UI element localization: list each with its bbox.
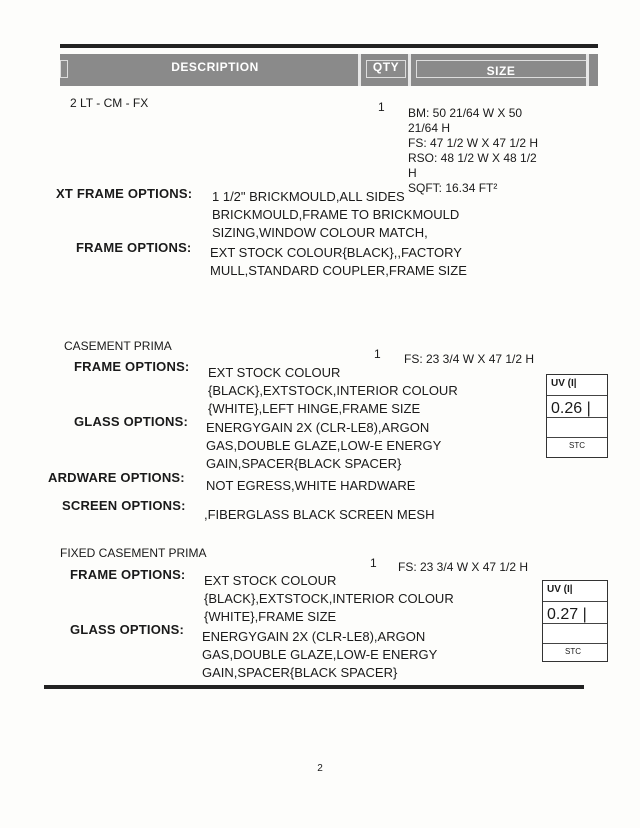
- uv-row-rule: [547, 437, 607, 438]
- uv-value: 0.27 |: [547, 606, 587, 623]
- uv-value: 0.26 |: [551, 400, 591, 417]
- header-description: DESCRIPTION: [171, 60, 259, 74]
- uv-row-rule: [547, 395, 607, 396]
- header-left-box: [60, 60, 68, 78]
- header-top-rule: [60, 44, 598, 48]
- unit1-size-line: FS: 47 1/2 W X 47 1/2 H: [408, 136, 539, 150]
- uv-footer: STC: [569, 441, 585, 450]
- unit2-screen-label: SCREEN OPTIONS:: [62, 498, 186, 513]
- unit1-ext-frame-value: 1 1/2" BRICKMOULD,ALL SIDES BRICKMOULD,FRAME TO BRICKMOULD SIZING,WINDOW COLOUR MATCH,: [212, 189, 460, 240]
- unit2-name: CASEMENT PRIMA: [64, 339, 172, 353]
- unit3-uv-table: [542, 580, 608, 662]
- unit2-qty: 1: [374, 347, 381, 361]
- bottom-rule: [44, 685, 584, 689]
- uv-header: UV (I|: [547, 584, 573, 595]
- uv-row-rule: [543, 643, 607, 644]
- unit1-code: 2 LT - CM - FX: [70, 96, 149, 110]
- unit1-frame-value: EXT STOCK COLOUR{BLACK},,FACTORY MULL,STANDARD COUPLER,FRAME SIZE: [210, 245, 467, 278]
- header-separator: [586, 54, 589, 86]
- unit2-screen-value: ,FIBERGLASS BLACK SCREEN MESH: [204, 507, 435, 522]
- page-number: 2: [317, 763, 323, 774]
- unit1-size-line: SQFT: 16.34 FT²: [408, 181, 498, 195]
- unit2-glass-value: ENERGYGAIN 2X (CLR-LE8),ARGON GAS,DOUBLE GLAZE,LOW-E ENERGY GAIN,SPACER{BLACK SPACER}: [206, 420, 442, 471]
- header-qty: QTY: [372, 60, 400, 74]
- uv-row-rule: [543, 623, 607, 624]
- unit1-size-line: H: [408, 166, 417, 180]
- header-size: SIZE: [486, 64, 516, 78]
- unit1-size: [408, 106, 538, 196]
- unit3-qty: 1: [370, 556, 377, 570]
- unit3-glass-value: ENERGYGAIN 2X (CLR-LE8),ARGON GAS,DOUBLE GLAZE,LOW-E ENERGY GAIN,SPACER{BLACK SPACER}: [202, 629, 438, 680]
- uv-footer: STC: [565, 647, 581, 656]
- unit3-frame-label: FRAME OPTIONS:: [70, 567, 186, 582]
- unit3-frame-value: EXT STOCK COLOUR {BLACK},EXTSTOCK,INTERIOR COLOUR {WHITE},FRAME SIZE: [204, 573, 454, 624]
- unit2-frame-label: FRAME OPTIONS:: [74, 359, 190, 374]
- unit1-size-line: RSO: 48 1/2 W X 48 1/2: [408, 151, 537, 165]
- uv-row-rule: [543, 601, 607, 602]
- unit1-size-line: 21/64 H: [408, 121, 451, 135]
- header-separator: [358, 54, 361, 86]
- uv-row-rule: [547, 417, 607, 418]
- unit1-qty: 1: [378, 100, 385, 114]
- unit3-size: FS: 23 3/4 W X 47 1/2 H: [398, 560, 529, 574]
- header-separator: [408, 54, 411, 86]
- unit2-size: FS: 23 3/4 W X 47 1/2 H: [404, 352, 535, 366]
- unit3-glass-label: GLASS OPTIONS:: [70, 622, 185, 637]
- table-header: [60, 54, 598, 86]
- unit1-size-line: BM: 50 21/64 W X 50: [408, 106, 523, 120]
- unit1-ext-frame-label: XT FRAME OPTIONS:: [56, 186, 193, 201]
- unit2-frame-value: EXT STOCK COLOUR {BLACK},EXTSTOCK,INTERIOR COLOUR {WHITE},LEFT HINGE,FRAME SIZE: [208, 365, 458, 416]
- unit2-uv-table: [546, 374, 608, 458]
- uv-header: UV (I|: [551, 378, 577, 389]
- unit2-hardware-label: ARDWARE OPTIONS:: [48, 470, 185, 485]
- unit1-frame-label: FRAME OPTIONS:: [76, 240, 192, 255]
- unit2-glass-label: GLASS OPTIONS:: [74, 414, 189, 429]
- unit2-hardware-value: NOT EGRESS,WHITE HARDWARE: [206, 478, 416, 493]
- unit3-name: FIXED CASEMENT PRIMA: [60, 546, 207, 560]
